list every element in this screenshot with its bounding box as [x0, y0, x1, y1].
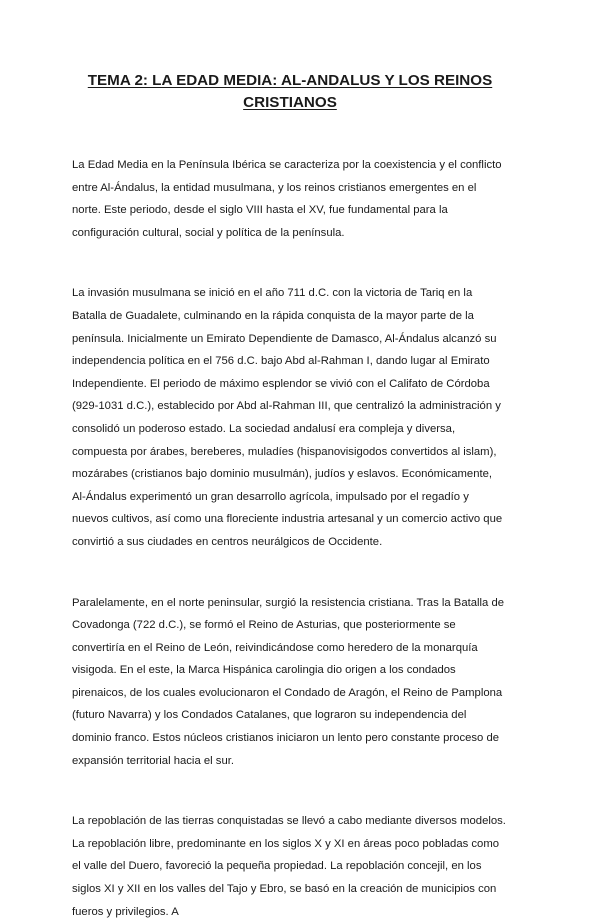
- paragraph-repopulation: La repoblación de las tierras conquistadas se llevó a cabo mediante diversos modelos. La repoblación libre, predominante en los siglos X y XI en áreas poco pobladas como el valle del Duero, favoreció la pequeña propiedad. La repoblación concejil, en los siglos XI y XII en los valles del Tajo y Ebro, se basó en la creación de municipios con fueros y privilegios. A: [72, 815, 506, 918]
- paragraph-al-andalus: La invasión musulmana se inició en el año 711 d.C. con la victoria de Tariq en la Batalla de Guadalete, culminando en la rápida conquista de la mayor parte de la península. Inicialmente un Emirato Dependiente de Damasco, Al-Ándalus alcanzó su independencia política en el 756 d.C. bajo Abd al-Rahman I, dando lugar al Emirato Independiente. El periodo de máximo esplendor se vivió con el Califato de Córdoba (929-1031 d.C.), establecido por Abd al-Rahman III, que centralizó la administración y consolidó un poderoso estado. La sociedad andalusí era compleja y diversa, compuesta por árabes, bereberes, muladíes (hispanovisigodos convertidos al islam), mozárabes (cristianos bajo dominio musulmán), judíos y eslavos. Económicamente, Al-Ándalus experimentó un gran desarrollo agrícola, impulsado por el regadío y nuevos cultivos, así como una floreciente industria artesanal y un comercio activo que convirtió a sus ciudades en centros neurálgicos de Occidente.: [72, 287, 503, 548]
- document-title: TEMA 2: LA EDAD MEDIA: AL-ANDALUS Y LOS REINOS CRISTIANOS: [87, 72, 493, 111]
- paragraph-introduction: La Edad Media en la Península Ibérica se caracteriza por la coexistencia y el conflicto entre Al-Ándalus, la entidad musulmana, y los reinos cristianos emergentes en el norte. Este periodo, desde el siglo VIII hasta el XV, fue fundamental para la configuración cultural, social y política de la península.: [72, 159, 502, 239]
- paragraph-christian-kingdoms: Paralelamente, en el norte peninsular, surgió la resistencia cristiana. Tras la Batalla de Covadonga (722 d.C.), se formó el Reino de Asturias, que posteriormente se convertiría en el Reino de León, reivindicándose como heredero de la monarquía visigoda. En el este, la Marca Hispánica carolingia dio origen a los condados pirenaicos, de los cuales evolucionaron el Condado de Aragón, el Reino de Pamplona (futuro Navarra) y los Condados Catalanes, que lograron su independencia del dominio franco. Estos núcleos cristianos iniciaron un lento pero constante proceso de expansión territorial hacia el sur.: [72, 596, 505, 767]
